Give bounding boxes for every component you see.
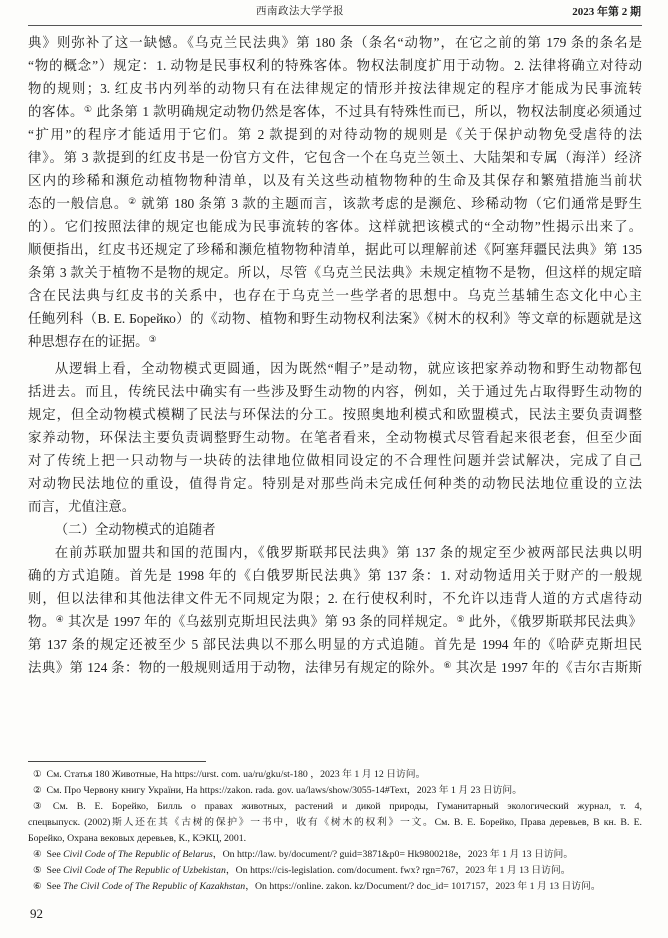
footnote-ref: ③ xyxy=(148,335,157,346)
body-line: 顺便指出，红皮书还规定了珍稀和濒危植物物种清单，据此可以理解前述《阿塞拜疆民法典》第 135 xyxy=(28,242,642,257)
footnote-marker: ④ xyxy=(33,849,42,860)
footnote-text: ，On https://online. zakon. kz/Document/? doc_id= 1017157，2023 年 1 月 13 日访问。 xyxy=(245,881,601,892)
body-line: 从逻辑上看，全动物模式更圆通，因为既然“帽子”是动物，就应该把家养动物和野生动物都包 xyxy=(54,361,642,376)
footnote-line xyxy=(28,783,642,799)
footnote-text: ，On http://law. by/document/? guid=3871&p0= Hk9800218e，2023 年 1 月 13 日访问。 xyxy=(212,849,574,860)
footnote-line xyxy=(28,799,642,815)
body-line: 对了传统上把一只动物与一块砖的法律地位做相同设定的不合理性问题并尝试解决，完成了自己 xyxy=(28,453,642,468)
footnote-line xyxy=(28,879,642,895)
footnote-1 xyxy=(28,767,642,783)
running-header xyxy=(0,4,668,20)
footnotes xyxy=(28,767,642,895)
body-line: 第 137 条的规定还被至少 5 部民法典以不那么明显的方式追随。首先是 1994 年的《哈萨克斯坦民 xyxy=(28,637,642,652)
paragraph-1 xyxy=(28,31,642,353)
body-line: 家养动物，环保法主要负责调整野生动物。在笔者看来，全动物模式尽管看起来很老套，但至少面 xyxy=(28,430,642,445)
article-body xyxy=(28,31,642,679)
footnote-source-title: The Civil Code of The Republic of Kazakhstan xyxy=(63,881,246,892)
body-line: 确的方式追随。首先是 1998 年的《白俄罗斯民法典》第 137 条：1. 对动物适用关于财产的一般规 xyxy=(28,568,642,583)
footnote-4 xyxy=(28,847,642,863)
footnote-text: ，On https://cis-legislation. com/document. fwx? rgn=767，2023 年 1 月 13 日访问。 xyxy=(225,865,571,876)
footnote-prefix: See xyxy=(46,865,64,876)
footnote-separator xyxy=(28,761,206,762)
footnote-line: Борейко, Охрана вековых деревьев, К., КЭКЦ, 2001. xyxy=(28,833,247,844)
footnote-ref: ⑥ xyxy=(443,661,452,672)
footnote-text: См. B. E. Борейко, Билль о правах животных, растений и дикой природы, Гуманитарный экологический журнал, т. 4, xyxy=(52,801,642,812)
section-heading: （二）全动物模式的追随者 xyxy=(54,522,216,537)
body-line: “物的概念”）规定：1. 动物是民事权利的特殊客体。物权法制度扩用于动物。2. 法律将确立对待动 xyxy=(28,58,642,73)
footnote-line xyxy=(28,847,642,863)
footnote-ref: ⑤ xyxy=(456,615,465,626)
body-line: 的）。它们按照法律的规定也能成为民事流转的客体。这样就把该模式的“全动物”性揭示出来了。 xyxy=(28,219,642,234)
footnote-prefix: See xyxy=(46,881,64,892)
footnote-marker: ③ xyxy=(33,801,48,812)
body-line: 物的规则；3. 红皮书内列举的动物只有在法律规定的情形并按法律规定的程序才能成为民事流转 xyxy=(28,81,642,96)
footnote-ref: ④ xyxy=(55,615,65,626)
body-line: 的客体。① 此条第 1 款明确规定动物仍然是客体，不过具有特殊性而已，所以，物权法制度必须通过 xyxy=(28,104,642,119)
body-line: 典》则弥补了这一缺憾。《乌克兰民法典》第 180 条（条名“动物”，在它之前的第 179 条的条名是 xyxy=(28,35,642,50)
footnote-text: См. Про Червону книгу України, На https://zakon. rada. gov. ua/laws/show/3055-14#Text，2023 年 1 月 23 日访问。 xyxy=(46,785,523,796)
page-number: 92 xyxy=(30,906,43,921)
body-line: 物。④ 其次是 1997 年的《乌兹别克斯坦民法典》第 93 条的同样规定。⑤ 此外，《俄罗斯联邦民法典》 xyxy=(28,614,642,629)
body-line: 则，但以法律和其他法律文件无不同规定为限；2. 在行使权利时，不允许以违背人道的方式虐待动 xyxy=(28,591,642,606)
body-line: 在前苏联加盟共和国的范围内，《俄罗斯联邦民法典》第 137 条的规定至少被两部民法典以明 xyxy=(54,545,642,560)
paragraph-3 xyxy=(28,541,642,679)
journal-title: 西南政法大学学报 xyxy=(256,6,344,17)
body-line: 种思想存在的证据。③ xyxy=(28,334,157,349)
footnote-marker: ⑤ xyxy=(33,865,42,876)
footnote-marker: ⑥ xyxy=(33,881,42,892)
paragraph-2 xyxy=(28,357,642,518)
footnote-source-title: Civil Code of The Republic of Belarus xyxy=(63,849,213,860)
body-line: 律》。第 3 款提到的红皮书是一份官方文件，它包含一个在乌克兰领土、大陆架和专属（海洋）经济 xyxy=(28,150,642,165)
body-line: 任鲍列科（B. E. Борейко）的《动物、植物和野生动物权利法案》《树木的权利》等文章的标题就是这 xyxy=(28,311,642,326)
footnote-line xyxy=(28,863,642,879)
body-line: 条第 3 款关于植物不是物的规定。所以，尽管《乌克兰民法典》未规定植物不是物，但这样的规定暗 xyxy=(28,265,642,280)
footnote-ref: ② xyxy=(128,197,137,208)
footnote-prefix: See xyxy=(46,849,64,860)
footnote-2 xyxy=(28,783,642,799)
footnote-marker: ② xyxy=(33,785,42,796)
body-line: 区内的珍稀和濒危动植物物种清单，以及有关这些动植物物种的生命及其保存和繁殖措施当前状 xyxy=(28,173,642,188)
body-line: “扩用”的程序才能适用于它们。第 2 款提到的对待动物的规则是《关于保护动物免受虐待的法 xyxy=(28,127,642,142)
footnote-marker: ① xyxy=(33,769,42,780)
footnote-text: См. Статья 180 Животные, На https://urst. com. ua/ru/gku/st-180 ，2023 年 1 月 12 日访问。 xyxy=(46,769,426,780)
body-line: 态的一般信息。② 就第 180 条第 3 款的主题而言，该款考虑的是濒危、珍稀动物（它们通常是野生 xyxy=(28,196,642,211)
footnote-ref: ① xyxy=(83,105,93,116)
issue-number: 2023 年第 2 期 xyxy=(572,6,641,18)
body-line: 法典》第 124 条：物的一般规则适用于动物，法律另有规定的除外。⑥ 其次是 1997 年的《吉尔吉斯斯 xyxy=(28,660,642,675)
footnote-source-title: Civil Code of The Republic of Uzbekistan xyxy=(63,865,226,876)
body-line: 含在民法典与红皮书的关系中，也存在于乌克兰一些学者的思想中。乌克兰基辅生态文化中心主 xyxy=(28,288,642,303)
body-line: 规定，但全动物模式模糊了民法与环保法的分工。按照奥地利模式和欧盟模式，民法主要负责调整 xyxy=(28,407,642,422)
footnote-3 xyxy=(28,799,642,847)
footnote-5 xyxy=(28,863,642,879)
body-line: 括进去。而且，传统民法中确实有一些涉及野生动物的内容，例如，关于通过先占取得野生动物的 xyxy=(28,384,642,399)
footnote-line xyxy=(28,767,642,783)
header-rule xyxy=(28,25,642,26)
footnote-line: спецвыпуск. (2002)斯人还在其《古树的保护》一书中，收有《树木的权利》一文。См. B. E. Борейко, Права деревьев, В кн. B. E. xyxy=(28,817,642,828)
body-line: 对动物民法地位的重设，值得肯定。特别是对那些尚未完成任何种类的动物民法地位重设的立法 xyxy=(28,476,642,491)
footnote-6 xyxy=(28,879,642,895)
body-line: 而言，尤值注意。 xyxy=(28,499,136,514)
